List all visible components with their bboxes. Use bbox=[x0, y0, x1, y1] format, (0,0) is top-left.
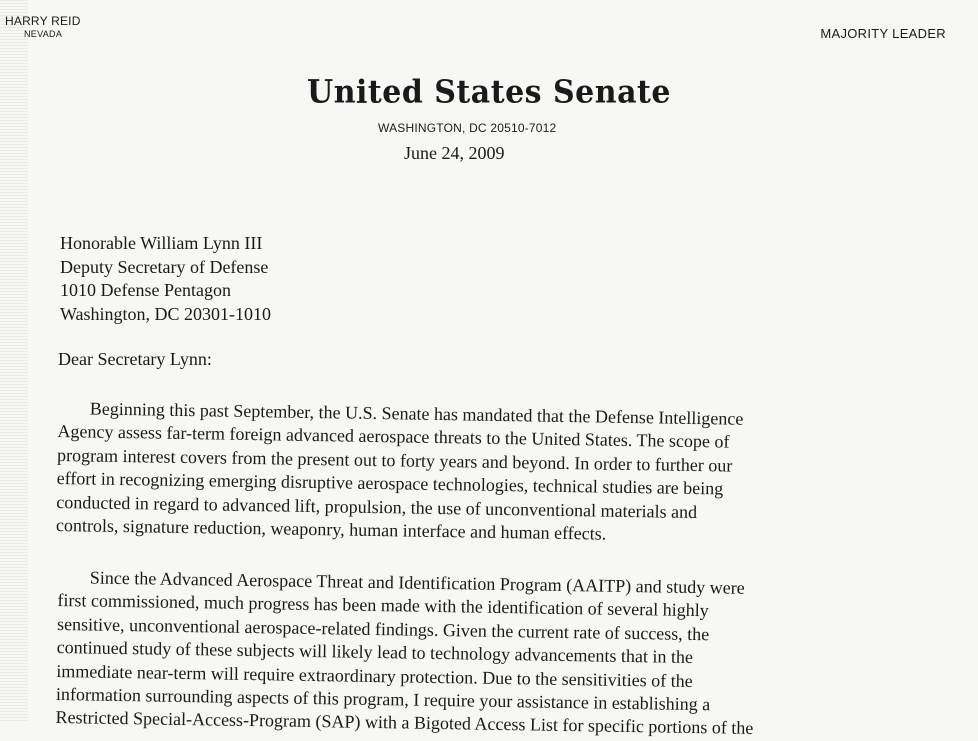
paragraph-line: effort in recognizing emerging disruptive aerospace technologies, technical studies are being bbox=[56, 468, 724, 499]
paragraph-line: Restricted Special-Access-Program (SAP) with a Bigoted Access List for specific portions of the bbox=[55, 707, 754, 739]
recipient-line: Honorable William Lynn III bbox=[60, 233, 263, 253]
letterhead-address: WASHINGTON, DC 20510-7012 bbox=[378, 121, 557, 135]
recipient-line: 1010 Defense Pentagon bbox=[60, 280, 231, 300]
paragraph-line: first commissioned, much progress has been made with the identification of several highly bbox=[57, 590, 709, 621]
letter-date: June 24, 2009 bbox=[404, 143, 505, 163]
position-title: MAJORITY LEADER bbox=[820, 26, 946, 41]
letterhead bbox=[0, 74, 978, 112]
sender-name: HARRY REID bbox=[5, 14, 81, 28]
sender-state: NEVADA bbox=[24, 29, 63, 39]
body-paragraph-2 bbox=[55, 566, 755, 741]
paragraph-line: immediate near-term will require extraordinary protection. Due to the sensitivities of the bbox=[56, 660, 693, 691]
paragraph-line: conducted in regard to advanced lift, propulsion, the use of unconventional materials and bbox=[56, 491, 698, 522]
paragraph-line: Since the Advanced Aerospace Threat and Identification Program (AAITP) and study were bbox=[89, 567, 745, 598]
recipient-address bbox=[60, 232, 271, 326]
letterhead-title: United States Senate bbox=[307, 74, 671, 111]
paragraph-line: information surrounding aspects of this program, I require your assistance in establishing a bbox=[55, 684, 711, 715]
recipient-line: Deputy Secretary of Defense bbox=[60, 256, 269, 277]
paragraph-line: sensitive, unconventional aerospace-related findings. Given the current rate of success, the bbox=[56, 613, 710, 645]
paragraph-line: continued study of these subjects will likely lead to technology advancements that in the bbox=[56, 637, 694, 668]
paragraph-line: Agency assess far-term foreign advanced aerospace threats to the United States. The scope of bbox=[57, 421, 730, 452]
salutation: Dear Secretary Lynn: bbox=[58, 349, 212, 369]
paragraph-line: program interest covers from the present out to forty years and beyond. In order to further our bbox=[56, 444, 733, 476]
paragraph-line: Beginning this past September, the U.S. Senate has mandated that the Defense Intelligence bbox=[89, 398, 744, 429]
body-paragraph-1 bbox=[56, 397, 744, 548]
recipient-line: Washington, DC 20301-1010 bbox=[60, 303, 272, 324]
paragraph-line: controls, signature reduction, weaponry, human interface and human effects. bbox=[55, 515, 607, 544]
